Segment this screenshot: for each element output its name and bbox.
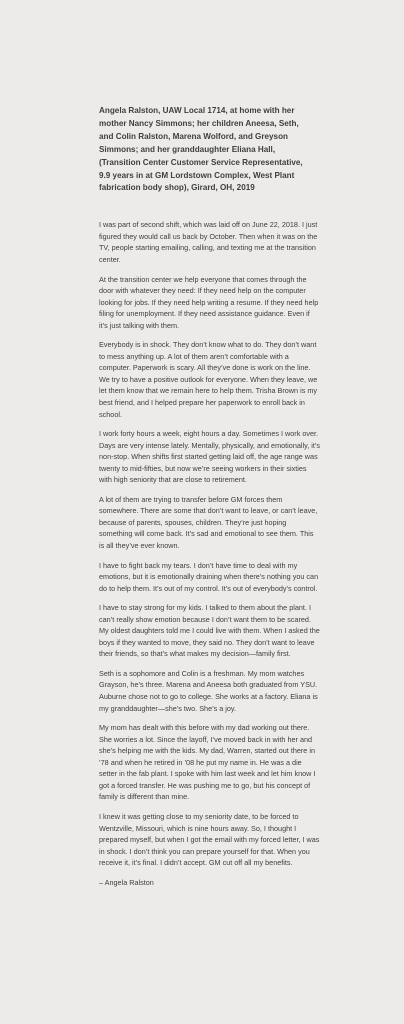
paragraph-5: A lot of them are trying to transfer before GM forces them somewhere. There are some that don’t want to leave, or can’t leave, because of parents, spouses, children. They’re just hoping something will come back. It’s sad and emotional to see them. This is all they’ve ever known. (99, 494, 318, 551)
paragraph-7: I have to stay strong for my kids. I talked to them about the plant. I can’t really show emotion because I don’t want them to be scared. My oldest daughters told me I could live with them. When I asked the boys if they wanted to move, they said no. They don’t want to leave their friends, so that’s what makes my decision—family first. (99, 603, 320, 659)
paragraph-2: At the transition center we help everyone that comes through the door with whatever they need: If they need help on the computer looking for jobs. If they need help writing a resume. If they need help filing for unemployment. If they need assistance guidance. Even if it’s just talking with them. (99, 274, 319, 330)
document-title: Angela Ralston, UAW Local 1714, at home with her mother Nancy Simmons; her children Aneesa, Seth, and Colin Ralston, Marena Wolford, and Greyson Simmons; and her granddaughter Eliana Hall, (Transition Center Customer Service Representative, 9.9 years in at GM Lordstown Complex, West Plant fabrication body shop), Girard, OH, 2019 (99, 106, 303, 193)
paragraph-6: I have to fight back my tears. I don’t have time to deal with my emotions, but it is emotionally draining when there’s nothing you can do to help them. It’s out of my control. It’s out of everybody’s control. (99, 560, 319, 593)
paragraph-4: I work forty hours a week, eight hours a day. Sometimes I work over. Days are very intense lately. Mentally, physically, and emotionally, it’s non-stop. When shifts first started getting laid off, the age range was twenty to mid-fifties, but now we’re seeing workers in their sixties with high seniority that are close to retirement. (99, 429, 320, 485)
document-body (99, 219, 320, 888)
signature: – Angela Ralston (99, 877, 154, 887)
paragraph-1: I was part of second shift, which was laid off on June 22, 2018. I just figured they would call us back by October. Then when it was on the TV, people starting emailing, calling, and texting me at the transition center. (99, 220, 318, 264)
paragraph-3: Everybody is in shock. They don’t know what to do. They don’t want to mess anything up. A lot of them aren’t comfortable with a computer. Paperwork is scary. All they’ve done is work on the line. We try to have a positive outlook for everyone. When they leave, we let them know that we remain here to help them. Trisha Brown is my best friend, and I helped prepare her paperwork to enroll back in school. (99, 340, 318, 419)
paragraph-9: My mom has dealt with this before with my dad working out there. She worries a lot. Since the layoff, I’ve moved back in with her and she’s helping me with the kids. My dad, Warren, started out there in ’78 and when he retired in ’08 he put my name in. He was a die setter in the fab plant. I spoke with him last week and let him know I got a forced transfer. He was pushing me to go, but his concept of family is different than mine. (99, 723, 316, 802)
paragraph-8: Seth is a sophomore and Colin is a freshman. My mom watches Grayson, he’s three. Marena and Aneesa both graduated from YSU. Auburne chose not to go to college. She works at a factory. Eliana is my granddaughter—she’s two. She’s a joy. (99, 668, 318, 713)
paragraph-10: I knew it was getting close to my seniority date, to be forced to Wentzville, Missouri, which is nine hours away. So, I thought I prepared myself, but when I got the email with my forced letter, I was in shock. I don’t think you can prepare yourself for that. When you receive it, it’s final. I didn’t accept. GM cut off all my benefits. (99, 811, 320, 868)
